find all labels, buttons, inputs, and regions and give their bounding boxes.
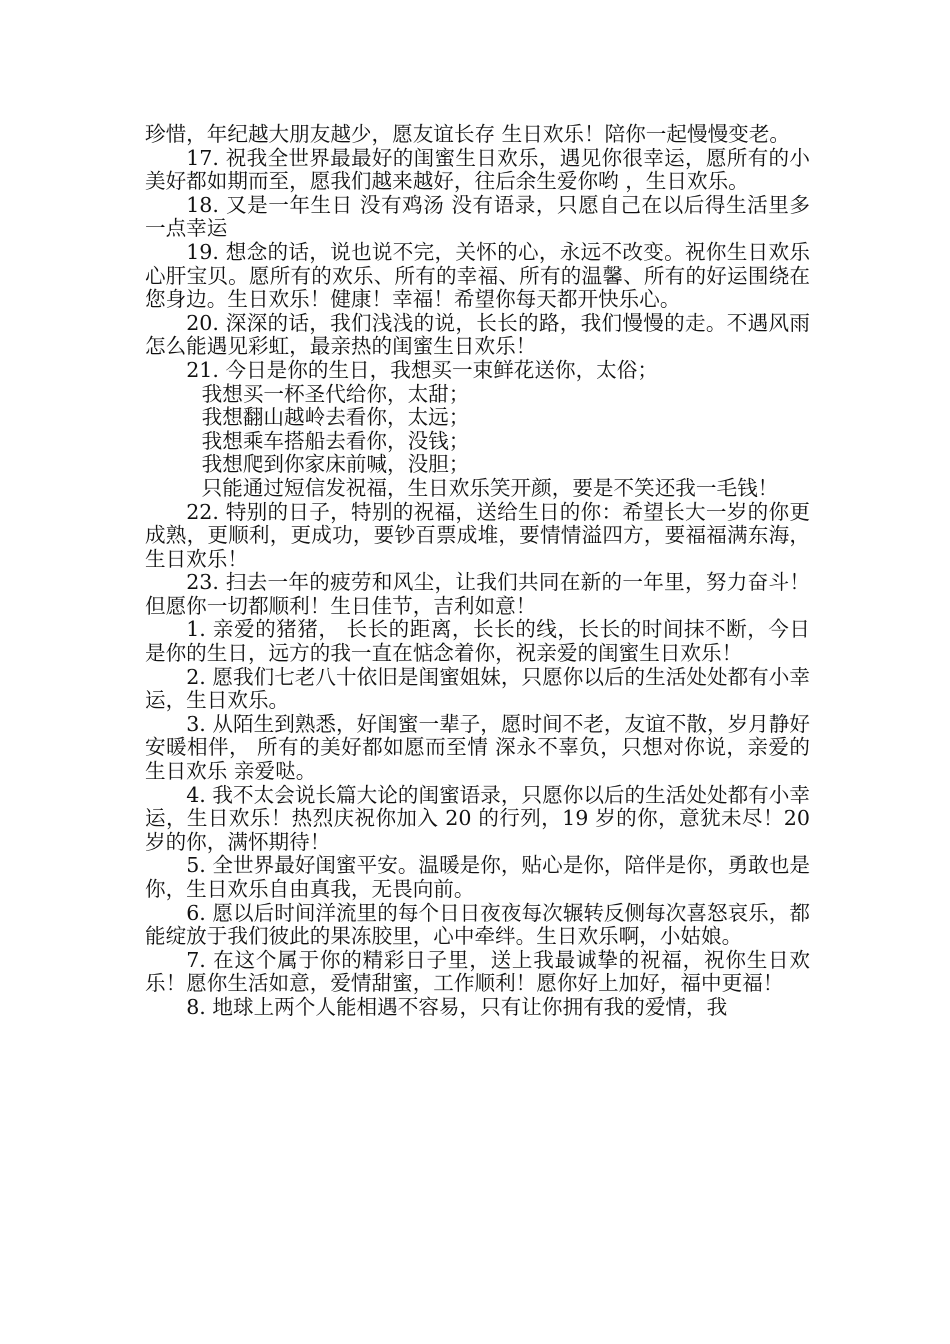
paragraph-item-3: 3. 从陌生到熟悉，好闺蜜一辈子，愿时间不老，友谊不散，岁月静好 安暖相伴， 所有的美好都如愿而至情 深永不辜负，只想对你说，亲爱的生日欢乐 亲爱哒。 bbox=[145, 711, 810, 784]
paragraph-item-5: 5. 全世界最好闺蜜平安。温暖是你，贴心是你，陪伴是你，勇敢也是你，生日欢乐自由真我，无畏向前。 bbox=[145, 853, 810, 901]
paragraph-item-21-line-4: 我想乘车搭船去看你，没钱； bbox=[201, 428, 470, 453]
paragraph-item-4: 4. 我不太会说长篇大论的闺蜜语录，只愿你以后的生活处处都有小幸运，生日欢乐！热烈庆祝你加入 20 的行列，19 岁的你，意犹未尽！20 岁的你，满怀期待！ bbox=[145, 782, 810, 854]
paragraph-item-17: 17. 祝我全世界最最好的闺蜜生日欢乐，遇见你很幸运，愿所有的小美好都如期而至，愿我们越来越好，往后余生爱你哟 ，生日欢乐。 bbox=[145, 145, 810, 194]
paragraph-item-21-line-3: 我想翻山越岭去看你，太远； bbox=[201, 405, 470, 430]
paragraph-item-20: 20. 深深的话，我们浅浅的说，长长的路，我们慢慢的走。不遇风雨怎么能遇见彩虹，最亲热的闺蜜生日欢乐！ bbox=[145, 310, 810, 359]
paragraph-continued: 珍惜，年纪越大朋友越少，愿友谊长存 生日欢乐！陪你一起慢慢变老。 bbox=[145, 122, 790, 146]
paragraph-item-8: 8. 地球上两个人能相遇不容易，只有让你拥有我的爱情，我 bbox=[186, 994, 728, 1019]
paragraph-item-21-line-6: 只能通过短信发祝福，生日欢乐笑开颜，要是不笑还我一毛钱！ bbox=[201, 475, 779, 500]
paragraph-item-22: 22. 特别的日子，特别的祝福，送给生日的你：希望长大一岁的你更成熟，更顺利，更成功，要钞百票成堆，要情情溢四方，要福福满东海，生日欢乐！ bbox=[145, 499, 810, 571]
paragraph-item-6: 6. 愿以后时间洋流里的每个日日夜夜每次辗转反侧每次喜怒哀乐，都能绽放于我们彼此的果冻胶里，心中牵绊。生日欢乐啊，小姑娘。 bbox=[145, 900, 810, 949]
paragraph-item-21: 21. 今日是你的生日，我想买一束鲜花送你，太俗； bbox=[186, 357, 658, 382]
paragraph-item-2: 2. 愿我们七老八十依旧是闺蜜姐妹，只愿你以后的生活处处都有小幸运，生日欢乐。 bbox=[145, 664, 810, 713]
paragraph-item-18: 18. 又是一年生日 没有鸡汤 没有语录，只愿自己在以后得生活里多一点幸运 bbox=[145, 192, 810, 241]
paragraph-item-23: 23. 扫去一年的疲劳和风尘，让我们共同在新的一年里，努力奋斗！但愿你一切都顺利！生日佳节，吉利如意！ bbox=[145, 570, 810, 618]
paragraph-item-19: 19. 想念的话，说也说不完，关怀的心，永远不改变。祝你生日欢乐心肝宝贝。愿所有的欢乐、所有的幸福、所有的温馨、所有的好运围绕在您身边。生日欢乐！健康！幸福！希望你每天都开快乐心。 bbox=[145, 239, 810, 312]
paragraph-item-21-line-5: 我想爬到你家床前喊，没胆； bbox=[201, 452, 470, 477]
paragraph-item-7: 7. 在这个属于你的精彩日子里，送上我最诚挚的祝福，祝你生日欢乐！愿你生活如意，爱情甜蜜，工作顺利！愿你好上加好，福中更福！ bbox=[145, 947, 810, 996]
paragraph-item-1: 1. 亲爱的猪猪， 长长的距离，长长的线，长长的时间抹不断，今日是你的生日，远方的我一直在惦念着你，祝亲爱的闺蜜生日欢乐！ bbox=[145, 617, 810, 666]
document-page bbox=[145, 123, 810, 1020]
paragraph-item-21-line-2: 我想买一杯圣代给你，太甜； bbox=[201, 381, 470, 406]
